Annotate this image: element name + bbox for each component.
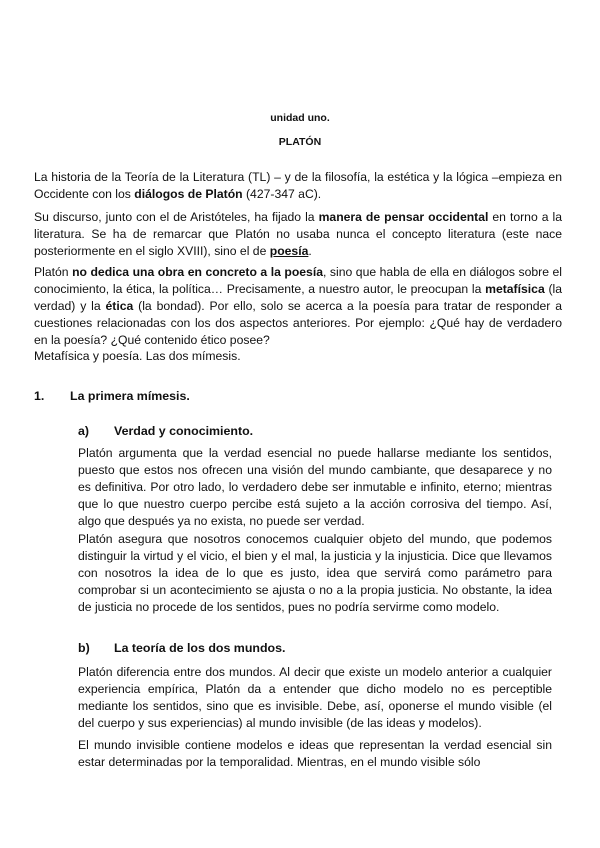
intro-paragraph-3: Platón no dedica una obra en concreto a la poesía, sino que habla de ella en diálogos sobre el conocimiento, la ética, la política… Precisamente, a nuestro autor, le preocupan la metafísica (la verdad) y la ética (la bondad). Por ello, solo se acerca a la poesía para tratar de responder a cuestiones relacionadas con los dos aspectos anteriores. Por ejemplo: ¿Qué hay de verdadero en la poesía? ¿Qué contenido ético posee? [34,265,563,347]
section-1-number: 1. [34,389,45,403]
subsection-a-letter: a) [78,424,90,438]
subsection-b-letter: b) [78,641,90,655]
subsection-b-heading: La teoría de los dos mundos. [114,641,286,655]
subsection-a-paragraph-1: Platón argumenta que la verdad esencial no puede hallarse mediante los sentidos, puesto que estos nos ofrecen una visión del mundo cambiante, que desaparece y no es definitiva. Por otro lado, lo verdadero debe ser inmutable e infinito, eterno; mientras que lo que nuestro cuerpo percibe está sujeto a la acción corrosiva del tiempo. Así, algo que después ya no exista, no puede ser verdad. [78,446,552,528]
intro-paragraph-1: La historia de la Teoría de la Literatura (TL) – y de la filosofía, la estética y la lógica –empieza en Occidente con los diálogos de Platón (427-347 aC). [34,170,562,201]
subsection-b-paragraph-2: El mundo invisible contiene modelos e ideas que representan la verdad esencial sin estar determinadas por la temporalidad. Mientras, en el mundo visible sólo [78,738,552,769]
subsection-a-heading: Verdad y conocimiento. [114,424,254,438]
intro-paragraph-2: Su discurso, junto con el de Aristóteles, ha fijado la manera de pensar occidental en torno a la literatura. Se ha de remarcar que Platón no usaba nunca el concepto literatura (este nace posteriormente en el siglo XVIII), sino el de poesía. [34,210,562,258]
intro-paragraph-4: Metafísica y poesía. Las dos mímesis. [34,349,241,363]
unit-label: unidad uno. [270,112,330,124]
subsection-b-paragraph-1: Platón diferencia entre dos mundos. Al decir que existe un modelo anterior a cualquier experiencia empírica, Platón da a entender que dicho modelo no es perceptible mediante los sentidos, sino que es invisible. Debe, así, oponerse el mundo visible (el del cuerpo y sus experiencias) al mundo invisible (de las ideas y modelos). [78,665,552,730]
section-1-heading: La primera mímesis. [70,389,190,403]
subsection-a-paragraph-2: Platón asegura que nosotros conocemos cualquier objeto del mundo, que podemos distinguir la virtud y el vicio, el bien y el mal, la justicia y la injusticia. Dice que llevamos con nosotros la idea de lo que es justo, idea que servirá como parámetro para comprobar si un acontecimiento se ajusta o no a la propia justicia. No obstante, la idea de justicia no procede de los sentidos, pues no podría servirme como modelo. [78,532,552,614]
page-title: PLATÓN [278,136,322,148]
